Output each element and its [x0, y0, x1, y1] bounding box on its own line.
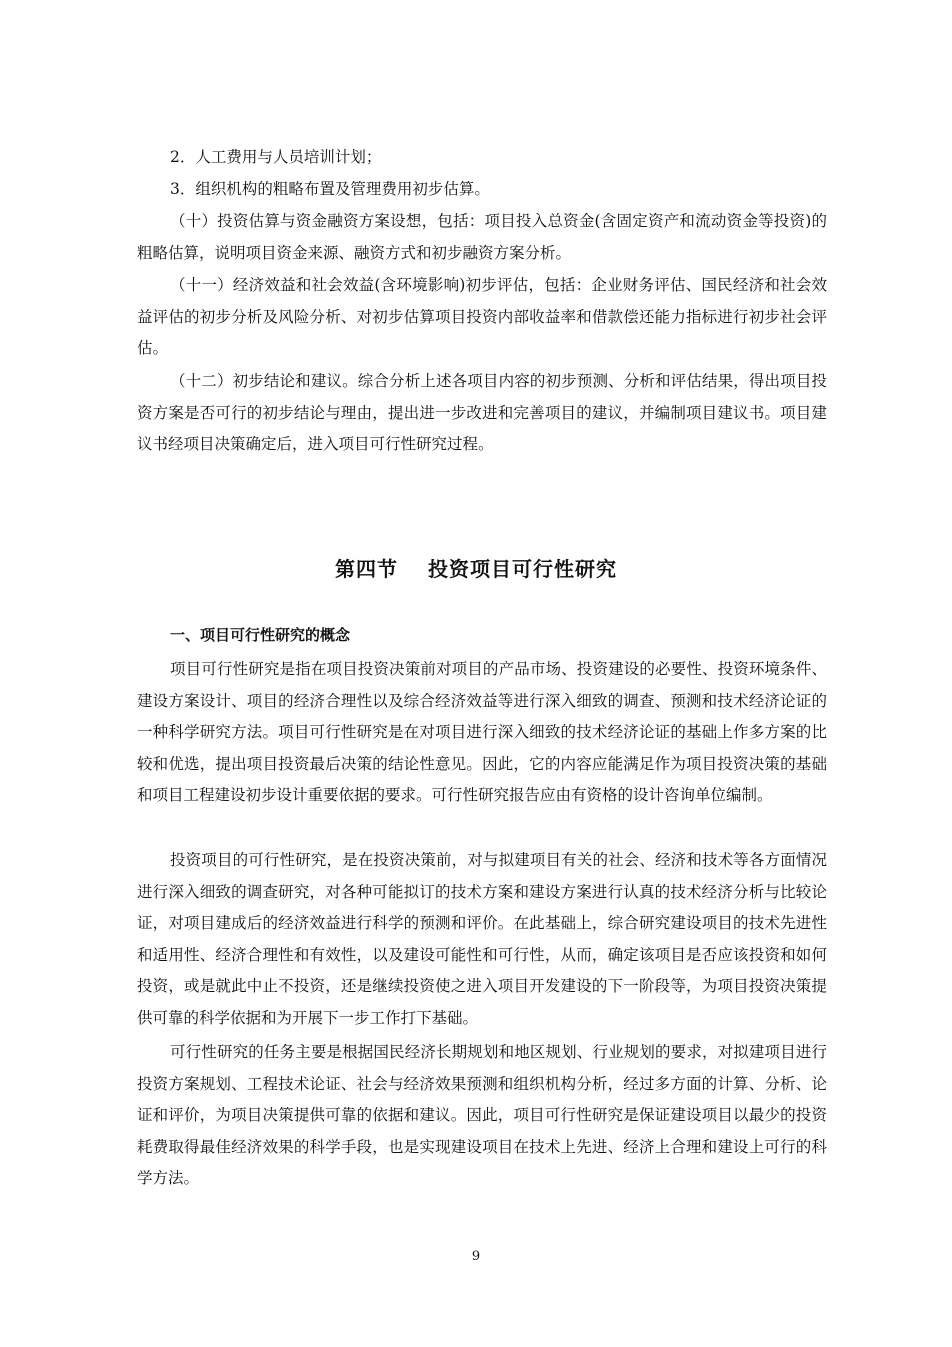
paragraph-concept: 项目可行性研究是指在项目投资决策前对项目的产品市场、投资建设的必要性、投资环境条件、建设方案设计、项目的经济合理性以及综合经济效益等进行深入细致的调查、预测和技术经济论证的一种科学研究方法。项目可行性研究是在对项目进行深入细致的技术经济论证的基础上作多方案的比较和优选，提出项目投资最后决策的结论性意见。因此，它的内容应能满足作为项目投资决策的基础和项目工程建设初步设计重要依据的要求。可行性研究报告应由有资格的设计咨询单位编制。: [137, 660, 827, 804]
list-item-3: 3．组织机构的粗略布置及管理费用初步估算。: [170, 180, 490, 198]
paragraph-investment-estimate: （十）投资估算与资金融资方案设想，包括：项目投入总资金(含固定资产和流动资金等投资)的粗略估算，说明项目资金来源、融资方式和初步融资方案分析。: [137, 212, 827, 262]
list-item-2: 2．人工费用与人员培训计划；: [170, 148, 382, 166]
section-heading: [0, 553, 952, 582]
subsection-heading: 一、项目可行性研究的概念: [170, 626, 351, 644]
section-title: 投资项目可行性研究: [428, 557, 617, 581]
paragraph-tasks: 可行性研究的任务主要是根据国民经济长期规划和地区规划、行业规划的要求，对拟建项目进行投资方案规划、工程技术论证、社会与经济效果预测和组织机构分析，经过多方面的计算、分析、论证和评价，为项目决策提供可靠的依据和建议。因此，项目可行性研究是保证建设项目以最少的投资耗费取得最佳经济效果的科学手段，也是实现建设项目在技术上先进、经济上合理和建设上可行的科学方法。: [137, 1043, 827, 1187]
paragraph-benefit-assessment: （十一）经济效益和社会效益(含环境影响)初步评估，包括：企业财务评估、国民经济和社会效益评估的初步分析及风险分析、对初步估算项目投资内部收益率和借款偿还能力指标进行初步社会评估。: [137, 276, 827, 357]
paragraph-feasibility-study: 投资项目的可行性研究，是在投资决策前，对与拟建项目有关的社会、经济和技术等各方面情况进行深入细致的调查研究，对各种可能拟订的技术方案和建设方案进行认真的技术经济分析与比较论证，对项目建成后的经济效益进行科学的预测和评价。在此基础上，综合研究建设项目的技术先进性和适用性、经济合理性和有效性，以及建设可能性和可行性，从而，确定该项目是否应该投资和如何投资，或是就此中止不投资，还是继续投资使之进入项目开发建设的下一阶段等，为项目投资决策提供可靠的科学依据和为开展下一步工作打下基础。: [137, 851, 827, 1027]
section-number: 第四节: [335, 557, 398, 581]
paragraph-conclusion: （十二）初步结论和建议。综合分析上述各项目内容的初步预测、分析和评估结果，得出项目投资方案是否可行的初步结论与理由，提出进一步改进和完善项目的建议，并编制项目建议书。项目建议书经项目决策确定后，进入项目可行性研究过程。: [137, 372, 827, 453]
page-number: 9: [471, 1249, 481, 1264]
